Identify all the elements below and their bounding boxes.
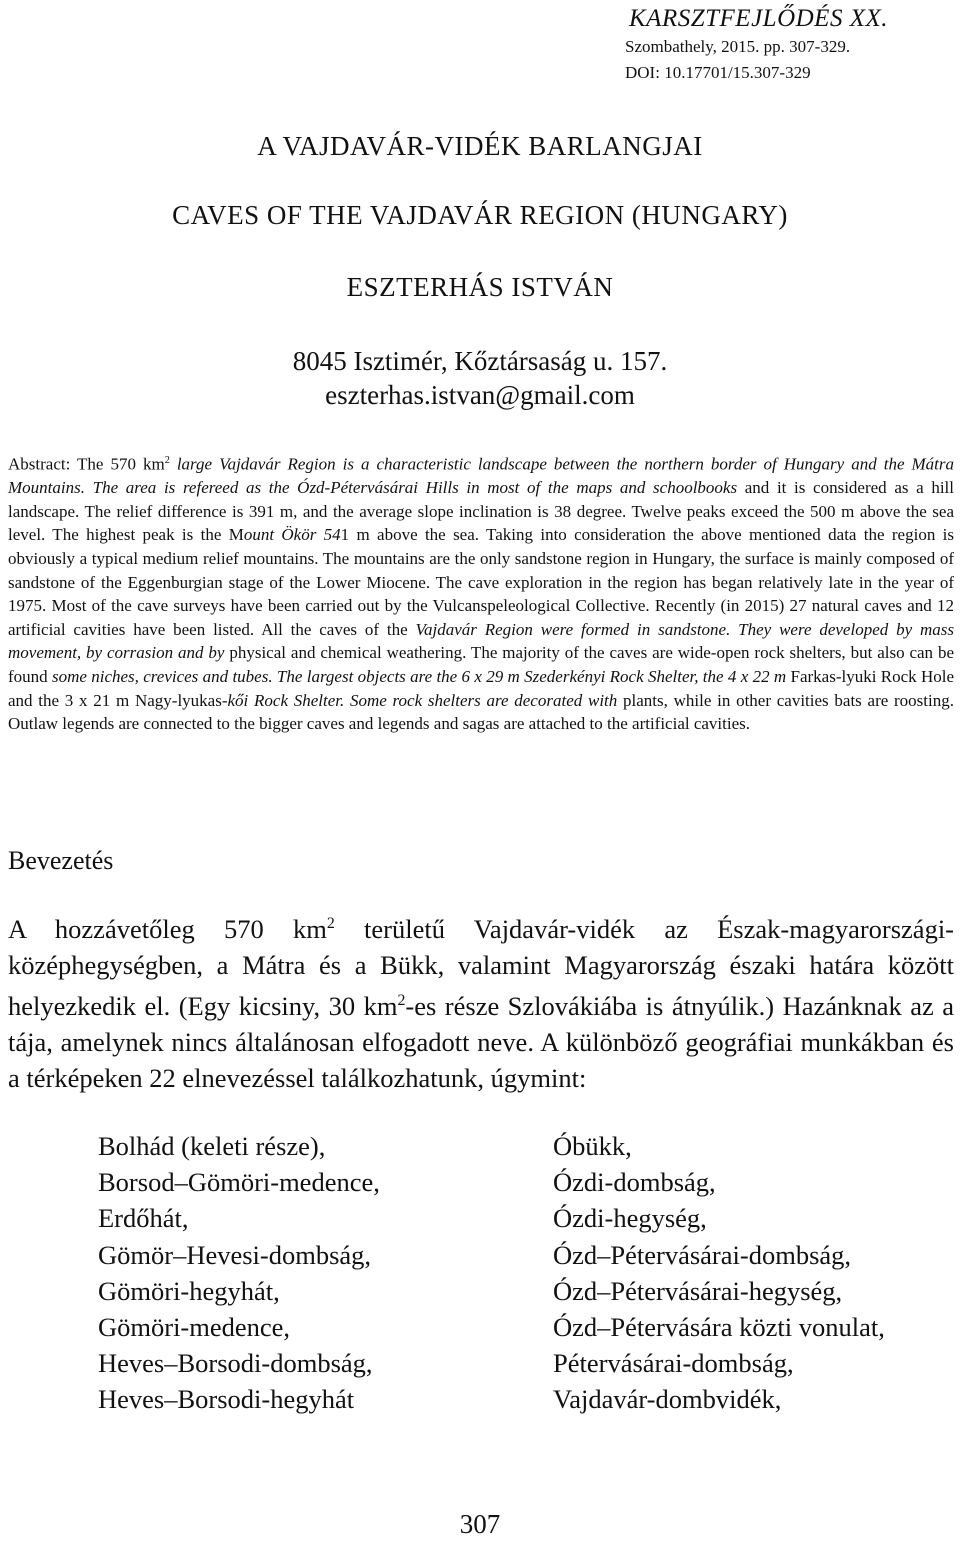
list-item: Óbükk, — [553, 1131, 632, 1161]
page-number: 307 — [459, 1509, 501, 1539]
citation-line: Szombathely, 2015. pp. 307-329. — [625, 37, 851, 56]
names-right-column — [553, 1128, 885, 1418]
doi-line[interactable]: DOI: 10.17701/15.307-329 — [625, 63, 811, 82]
list-item: Pétervásárai-dombság, — [553, 1348, 794, 1379]
title-english: CAVES OF THE VAJDAVÁR REGION (HUNGARY) — [172, 200, 788, 230]
list-item: Gömöri-hegyhát, — [98, 1275, 280, 1306]
list-item: Ózd–Pétervására közti vonulat, — [553, 1312, 885, 1343]
journal-header — [620, 4, 950, 86]
names-left-column — [98, 1128, 380, 1418]
list-item: Ózdi-dombság, — [553, 1167, 716, 1198]
author-email[interactable]: eszterhas.istvan@gmail.com — [325, 380, 635, 410]
list-item: Heves–Borsodi-dombság, — [98, 1348, 373, 1379]
abstract-label: Abstract: — [8, 454, 71, 474]
list-item: Ózd–Pétervásárai-hegység, — [553, 1275, 843, 1306]
list-item: Gömöri-medence, — [98, 1312, 291, 1343]
title-hungarian: A VAJDAVÁR-VIDÉK BARLANGJAI — [257, 131, 703, 161]
list-item: Gömör–Hevesi-dombság, — [98, 1239, 372, 1270]
intro-paragraph: A hozzávetőleg 570 $km^2$ területű Vajdavár-vidék az Észak-magyarországi-középhegységben, a Mátra és a Bükk, valamint Magyarország északi határa között helyezkedik el. (Egy kicsiny, 30 $km^2-es$ része Szlovákiába is átnyúlik.) Hazánknak az a tája, amelynek nincs általánosan elfogadott neve. A különböző geográfiai munkákban és a térképeken 22 elnevezéssel találkozhatunk, úgymint: — [8, 913, 955, 1094]
list-item: Borsod–Gömöri-medence, — [98, 1167, 380, 1198]
list-item: Heves–Borsodi-hegyhát — [98, 1384, 355, 1415]
author-name: ESZTERHÁS ISTVÁN — [346, 272, 614, 302]
list-item: Erdőhát, — [98, 1203, 189, 1234]
journal-title: KARSZTFEJLŐDÉS XX. — [629, 5, 888, 32]
list-item: Vajdavár-dombvidék, — [553, 1384, 782, 1415]
list-item: Ózd–Pétervásárai-dombság, — [553, 1239, 852, 1270]
abstract: Abstract: The 570 $km^2$ large Vajdavár Region is a characteristic landscape between the northern border of Hungary and the Mátra Mountains. The area is refereed as the Ózd-Pétervásárai Hills in most of the maps and schoolbooks and it is considered as a hill landscape. The relief difference is 391 m, and the average slope inclination is 38 degree. Twelve peaks exceed the 500 m above the sea level. The highest peak is the Mount Ökör 541 m above the sea. Taking into consideration the above mentioned data the region is obviously a typical medium relief mountains. The mountains are the only sandstone region in Hungary, the surface is mainly composed of sandstone of the Eggenburgian stage of the Lower Miocene. The cave exploration in the region has began relatively late in the year of 1975. Most of the cave surveys have been carried out by the Vulcanspeleological Collective. Recently (in 2015) 27 natural caves and 12 artificial cavities have been listed. All the caves of the Vajdavár Region were formed in sandstone. They were developed by mass movement, by corrasion and by physical and chemical weathering. The majority of the caves are wide-open rock shelters, but also can be found some niches, crevices and tubes. The largest objects are the 6 x 29 m Szederkényi Rock Shelter, the 4 x 22 m Farkas-lyuki Rock Hole and the 3 x 21 m Nagy-lyukas-kői Rock Shelter. Some rock shelters are decorated with plants, while in other cavities bats are roosting. Outlaw legends are connected to the bigger caves and legends and sagas are attached to the artificial cavities. — [8, 454, 955, 734]
list-item: Bolhád (keleti része), — [98, 1131, 326, 1161]
author-address: 8045 Isztimér, Kőztársaság u. 157. — [292, 346, 668, 376]
list-item: Ózdi-hegység, — [553, 1203, 707, 1234]
section-title: Bevezetés — [8, 846, 114, 875]
